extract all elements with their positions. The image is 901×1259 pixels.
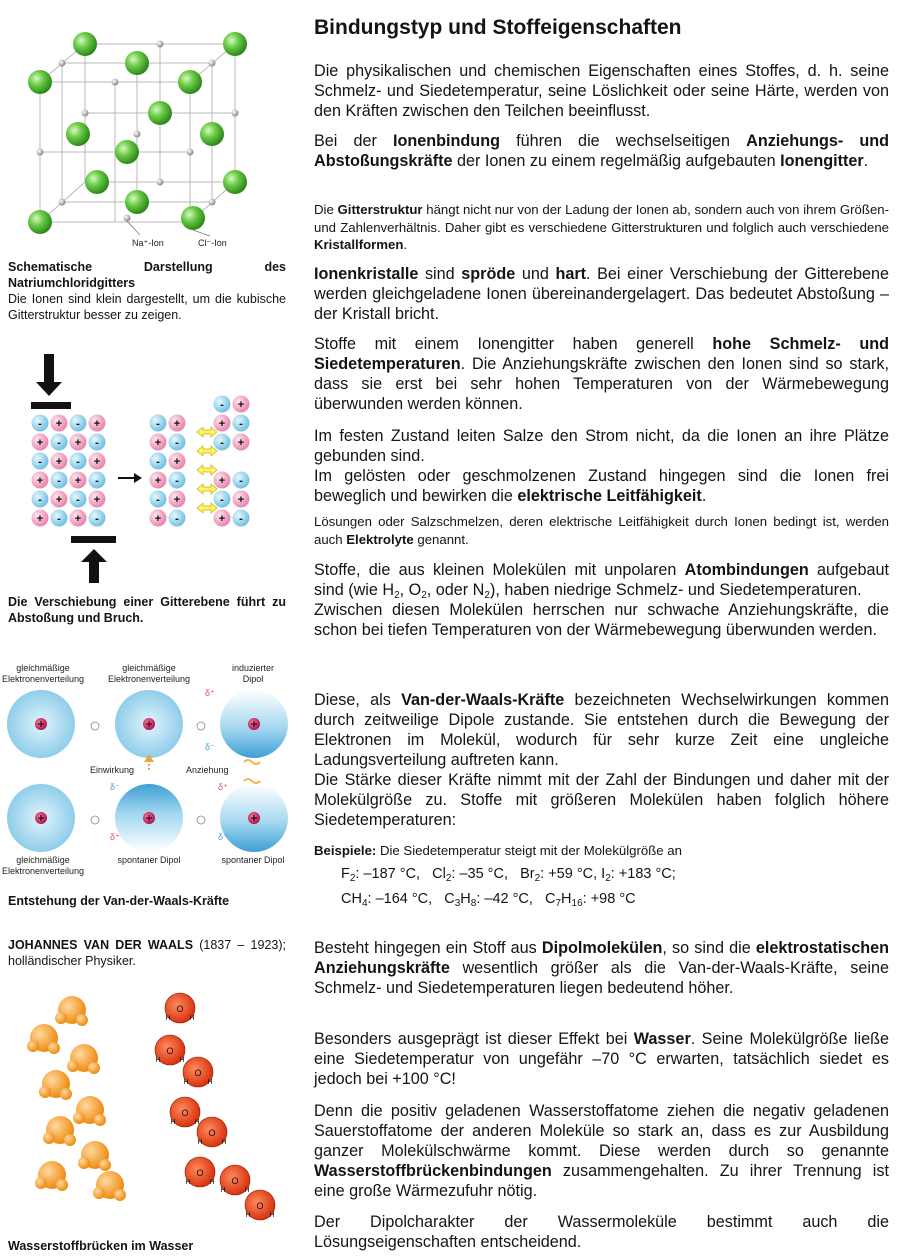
svg-text:-: -: [95, 513, 99, 525]
svg-text:-: -: [95, 475, 99, 487]
svg-text:-: -: [239, 418, 243, 430]
page-title: Bindungstyp und Stoffeigenschaften: [314, 16, 682, 39]
anion: [70, 415, 87, 432]
svg-text:O: O: [208, 1128, 216, 1138]
chloride-ions: [28, 32, 247, 234]
svg-text:-: -: [175, 437, 179, 449]
svg-text:+: +: [218, 475, 226, 487]
svg-text:-: -: [38, 418, 42, 430]
anion: [89, 472, 106, 489]
paragraph-dipolmolekuele: Besteht hingegen ein Stoff aus Dipolmolekülen, so sind die elektrostatischen Anziehungskräfte wesentlich größer als die Van-der-Waals-Kräfte, seine Schmelz- und Siedetemperaturen liegen bedeutend höher.: [314, 939, 889, 997]
svg-text:+: +: [154, 475, 162, 487]
label-cl-ion: Cl⁻-Ion: [198, 238, 227, 248]
svg-text:H: H: [221, 1139, 227, 1146]
cation: [51, 415, 68, 432]
svg-text:+: +: [55, 494, 63, 506]
svg-text:-: -: [220, 494, 224, 506]
cation: [51, 491, 68, 508]
anion: [51, 472, 68, 489]
delta-plus-3: δ⁺: [218, 782, 228, 792]
paragraph-schmelztemperatur: Stoffe mit einem Ionengitter haben generell hohe Schmelz- und Siedetemperaturen. Die Anziehungskräfte zwischen den Ionen sind so stark, dass sie erst bei sehr hohen Temperaturen von der Wärmebewegung überwunden werden können.: [314, 335, 889, 413]
cation: [233, 396, 250, 413]
cation: [169, 415, 186, 432]
svg-text:-: -: [220, 437, 224, 449]
paragraph-gitterstruktur: Die Gitterstruktur hängt nicht nur von der Ladung der Ionen ab, sondern auch von ihrem Größen- und Zahlenverhältnis. Daher gibt es verschiedene Gitterstrukturen und folglich auch verschiedene Kristallformen.: [314, 202, 890, 252]
water-molecule: [39, 1070, 72, 1100]
label-bottom-right: spontaner Dipol: [221, 855, 285, 865]
label-anziehung: Anziehung: [186, 765, 229, 775]
svg-text:-: -: [156, 418, 160, 430]
cation: [214, 472, 231, 489]
bonded-water-molecule: [245, 1190, 275, 1220]
cation: [169, 491, 186, 508]
cation: [89, 453, 106, 470]
cation: [89, 415, 106, 432]
svg-text:H: H: [165, 1015, 171, 1022]
paragraph-intro: Die physikalischen und chemischen Eigenschaften eines Stoffes, d. h. seine Schmelz- und Siedetemperatur, seine Löslichkeit oder seine Härte, werden von den Kräften zwischen den Teilchen beeinflusst.: [314, 62, 889, 120]
paragraph-elektrolyte: Lösungen oder Salzschmelzen, deren elektrische Leitfähigkeit durch Ionen bedingt ist, werden auch Elektrolyte genannt.: [314, 514, 889, 547]
cation: [89, 491, 106, 508]
caption-water: Wasserstoffbrücken im Wasser: [8, 1239, 194, 1253]
paragraph-van-der-waals: Diese, als Van-der-Waals-Kräfte bezeichneten Wechselwirkungen kommen durch zeitweilige Dipole zustande. Sie entstehen durch die Bewegung der Elektronen im Molekül, wodurch für sehr kurze Zeit eine ungleiche Ladungsverteilung auftreten kann. Die Stärke dieser Kräfte nimmt mit der Zahl der Bindungen und daher mit der Molekülgröße zu. Stoffe mit größeren Molekülen haben folglich höhere Siedetemperaturen:: [314, 691, 889, 829]
cation: [32, 434, 49, 451]
anion: [214, 434, 231, 451]
anion: [233, 472, 250, 489]
bonded-water-molecule: [183, 1057, 213, 1087]
cation: [70, 434, 87, 451]
label-na-ion: Na⁺-Ion: [132, 238, 164, 248]
cation: [150, 434, 167, 451]
cation: [70, 510, 87, 527]
cation: [214, 510, 231, 527]
bonded-water-molecule: [165, 993, 195, 1023]
svg-text:+: +: [36, 437, 44, 449]
svg-text:O: O: [166, 1046, 174, 1056]
delta-minus-2: δ⁻: [110, 782, 120, 792]
svg-text:+: +: [237, 399, 245, 411]
svg-text:+: +: [154, 437, 162, 449]
repulsion-arrow: [197, 465, 217, 475]
cation: [150, 510, 167, 527]
cation: [169, 453, 186, 470]
paragraph-ionenkristalle: Ionenkristalle sind spröde und hart. Bei einer Verschiebung der Gitterebene werden gleichgeladene Ionen übereinandergelagert. Das bedeutet Abstoßung – der Kristall bricht.: [314, 265, 889, 323]
svg-text:-: -: [57, 475, 61, 487]
water-molecule: [78, 1141, 111, 1171]
svg-text:-: -: [76, 494, 80, 506]
water-molecule: [35, 1161, 68, 1191]
svg-text:+: +: [173, 456, 181, 468]
anion: [32, 453, 49, 470]
paragraph-ionenbindung: Bei der Ionenbindung führen die wechselseitigen Anziehungs- und Abstoßungskräfte der Ionen zu einem regelmäßig aufgebauten Ionengitter.: [314, 132, 889, 170]
svg-text:-: -: [175, 513, 179, 525]
svg-text:H: H: [207, 1079, 213, 1086]
anion: [233, 510, 250, 527]
svg-text:H: H: [185, 1179, 191, 1186]
cation: [233, 434, 250, 451]
svg-text:+: +: [55, 456, 63, 468]
paragraph-wasser: Besonders ausgeprägt ist dieser Effekt bei Wasser. Seine Molekülgröße ließe eine Siedetemperatur von ungefähr –70 °C erwarten, tatsächlich siedet es jedoch bei +100 °C!: [314, 1030, 889, 1088]
label-top-mid: gleichmäßige Elektronenverteilung: [107, 663, 191, 684]
svg-text:O: O: [196, 1168, 204, 1178]
svg-text:-: -: [239, 475, 243, 487]
svg-text:+: +: [74, 513, 82, 525]
cation: [214, 415, 231, 432]
anion: [89, 510, 106, 527]
svg-text:H: H: [170, 1119, 176, 1126]
person-note: JOHANNES VAN DER WAALS (1837 – 1923); holländischer Physiker.: [8, 938, 286, 968]
water-molecules-liquid: [155, 993, 275, 1220]
svg-text:+: +: [154, 513, 162, 525]
label-einwirkung: Einwirkung: [90, 765, 135, 775]
water-molecule: [27, 1024, 60, 1054]
svg-text:H: H: [245, 1212, 251, 1219]
label-bottom-left: gleichmäßige Elektronenverteilung: [2, 855, 85, 876]
svg-text:-: -: [57, 513, 61, 525]
svg-text:+: +: [55, 418, 63, 430]
delta-plus-2: δ⁺: [110, 832, 120, 842]
anion: [150, 491, 167, 508]
svg-text:H: H: [194, 1119, 200, 1126]
water-molecule: [55, 996, 88, 1026]
delta-plus-1: δ⁺: [205, 688, 215, 698]
water-molecule: [93, 1171, 126, 1201]
svg-text:+: +: [237, 494, 245, 506]
svg-text:-: -: [239, 513, 243, 525]
svg-text:-: -: [156, 456, 160, 468]
svg-text:+: +: [173, 418, 181, 430]
water-figure: [0, 980, 300, 1230]
water-molecule: [73, 1096, 106, 1126]
svg-text:O: O: [181, 1108, 189, 1118]
label-top-left: gleichmäßige Elektronenverteilung: [2, 663, 85, 684]
examples-heading: Beispiele: Die Siedetemperatur steigt mit der Molekülgröße an: [314, 843, 682, 858]
svg-text:+: +: [74, 475, 82, 487]
nacl-lattice-figure: [0, 0, 300, 252]
paragraph-wasserstoffbruecken: Denn die positiv geladenen Wasserstoffatome ziehen die negativ geladenen Sauerstoffatome der anderen Moleküle so stark an, dass es zur Ausbildung ganzer Molekülschwärme kommt. Diese werden durch so genannte Wasserstoffbrückenbindungen zusammengehalten. Zu ihrer Trennung ist eine große Wärmezufuhr nötig.: [314, 1102, 889, 1200]
svg-text:-: -: [156, 494, 160, 506]
svg-text:+: +: [93, 494, 101, 506]
svg-text:-: -: [38, 494, 42, 506]
delta-minus-3: δ⁻: [218, 832, 228, 842]
svg-text:-: -: [175, 475, 179, 487]
svg-text:O: O: [194, 1068, 202, 1078]
cation: [150, 472, 167, 489]
anion: [150, 415, 167, 432]
water-molecules-gas: [27, 996, 126, 1201]
delta-minus-1: δ⁻: [205, 742, 215, 752]
svg-text:+: +: [218, 513, 226, 525]
label-bottom-mid: spontaner Dipol: [117, 855, 181, 865]
svg-text:-: -: [76, 418, 80, 430]
svg-text:O: O: [231, 1176, 239, 1186]
svg-text:H: H: [220, 1187, 226, 1194]
svg-text:-: -: [220, 399, 224, 411]
cation: [32, 510, 49, 527]
svg-text:O: O: [176, 1004, 184, 1014]
caption-van-der-waals: Entstehung der Van-der-Waals-Kräfte: [8, 894, 230, 908]
anion: [169, 434, 186, 451]
svg-text:+: +: [93, 456, 101, 468]
caption-nacl: Schematische Darstellung des Natriumchloridgitters Die Ionen sind klein dargestellt, um die kubische Gitterstruktur besser zu zeigen.: [8, 260, 286, 322]
svg-text:H: H: [155, 1057, 161, 1064]
anion: [89, 434, 106, 451]
examples-halogens: $F_2$: –187 °C, $Cl_2$: –35 °C, $Br_2$: +59 °C, $I_2$: +183 °C;: [341, 866, 676, 884]
svg-text:+: +: [173, 494, 181, 506]
svg-text:H: H: [269, 1212, 275, 1219]
anion: [32, 491, 49, 508]
svg-text:O: O: [256, 1201, 264, 1211]
water-molecule: [67, 1044, 100, 1074]
lattice-shift-figure: [0, 350, 300, 590]
bonded-water-molecule: [185, 1157, 215, 1187]
anion: [32, 415, 49, 432]
bonded-water-molecule: [170, 1097, 200, 1127]
ion-grid-after: [150, 396, 250, 527]
repulsion-arrow: [197, 427, 217, 437]
anion: [51, 434, 68, 451]
paragraph-atombindungen: Stoffe, die aus kleinen Molekülen mit unpolaren Atombindungen aufgebaut sind (wie $H_2$, $O_2$, oder $N_2$), haben niedrige Schmelz- und Siedetemperaturen. Zwischen diesen Molekülen herrschen nur schwache Anziehungskräfte, die schon bei tiefen Temperaturen von der Wärmebewegung überwunden werden.: [314, 561, 889, 639]
examples-hydrocarbons: $CH_4$: –164 °C, $C_3H_8$: –42 °C, $C_7H_{16}$: +98 °C: [341, 891, 636, 909]
svg-text:H: H: [179, 1057, 185, 1064]
bonded-water-molecule: [155, 1035, 185, 1065]
svg-text:-: -: [57, 437, 61, 449]
repulsion-arrow: [197, 446, 217, 456]
svg-text:+: +: [237, 437, 245, 449]
paragraph-dipolcharakter: Der Dipolcharakter der Wassermoleküle bestimmt auch die Lösungseigenschaften entscheidend.: [314, 1213, 889, 1251]
ion-grid-before: [32, 415, 106, 527]
bonded-water-molecule: [220, 1165, 250, 1195]
svg-text:H: H: [183, 1079, 189, 1086]
svg-text:H: H: [189, 1015, 195, 1022]
anion: [150, 453, 167, 470]
svg-text:H: H: [209, 1179, 215, 1186]
cation: [32, 472, 49, 489]
cation: [51, 453, 68, 470]
anion: [214, 491, 231, 508]
repulsion-arrow: [197, 484, 217, 494]
svg-text:+: +: [218, 418, 226, 430]
anion: [214, 396, 231, 413]
anion: [51, 510, 68, 527]
svg-text:-: -: [95, 437, 99, 449]
svg-text:+: +: [93, 418, 101, 430]
svg-text:+: +: [74, 437, 82, 449]
cation: [70, 472, 87, 489]
repulsion-arrow: [197, 503, 217, 513]
anion: [169, 510, 186, 527]
anion: [233, 415, 250, 432]
anion: [169, 472, 186, 489]
svg-text:H: H: [197, 1139, 203, 1146]
svg-text:+: +: [36, 475, 44, 487]
anion: [70, 453, 87, 470]
label-top-right: induzierter Dipol: [231, 663, 275, 684]
paragraph-leitfaehigkeit: Im festen Zustand leiten Salze den Strom nicht, da die Ionen an ihre Plätze gebunden sind. Im gelösten oder geschmolzenen Zustand hingegen sind die Ionen frei beweglich und bewirken die elektrische Leitfähigkeit.: [314, 427, 889, 505]
caption-lattice-shift: Die Verschiebung einer Gitterebene führt zu Abstoßung und Bruch.: [8, 595, 286, 625]
anion: [70, 491, 87, 508]
svg-text:+: +: [36, 513, 44, 525]
svg-text:-: -: [38, 456, 42, 468]
svg-text:H: H: [244, 1187, 250, 1194]
water-molecule: [43, 1116, 76, 1146]
bonded-water-molecule: [197, 1117, 227, 1147]
svg-text:-: -: [76, 456, 80, 468]
cation: [233, 491, 250, 508]
